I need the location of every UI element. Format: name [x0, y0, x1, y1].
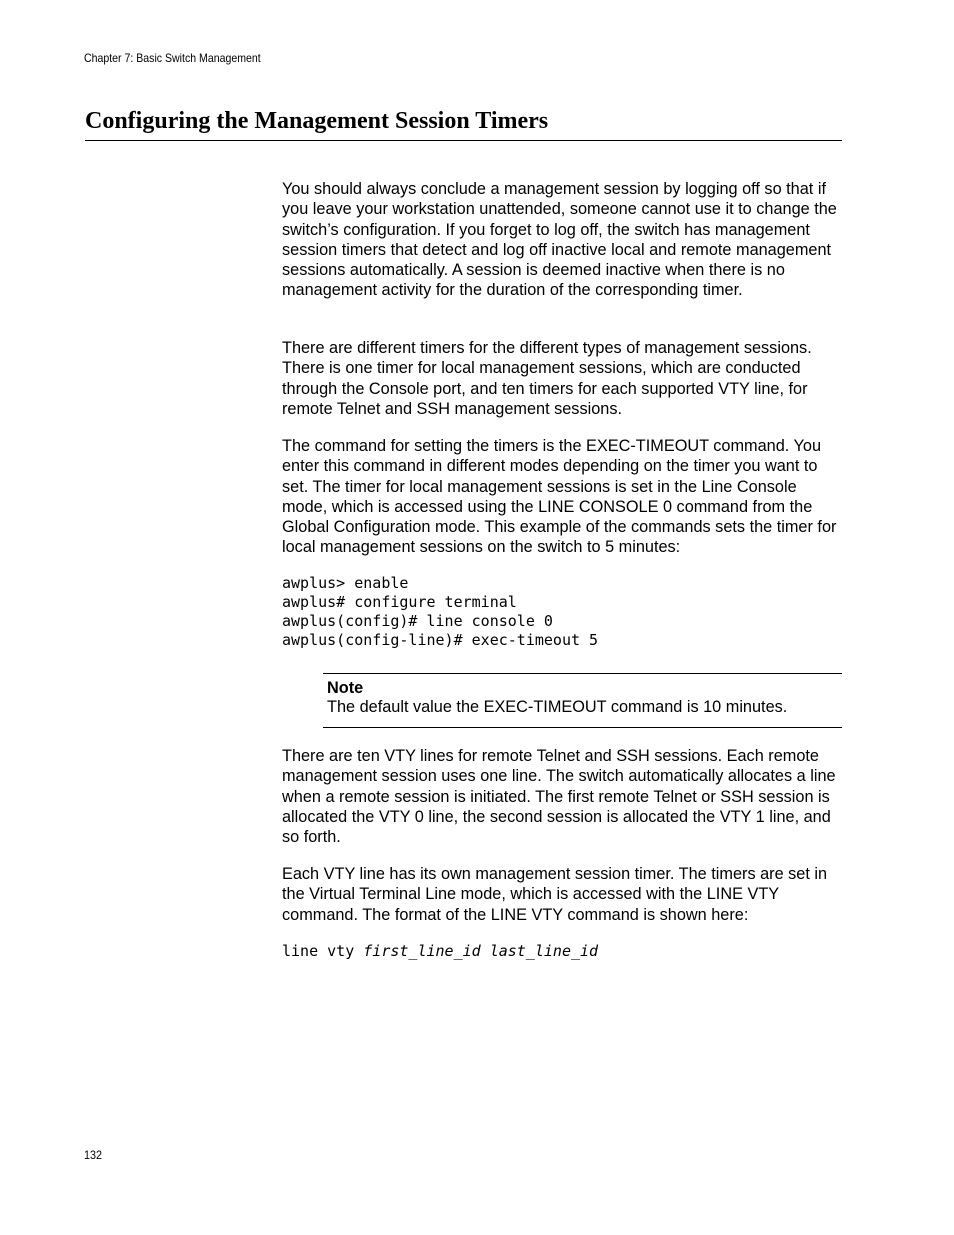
paragraph-exec-timeout: The command for setting the timers is the EXEC-TIMEOUT command. You enter this command in different modes depending on the timer you want to set. The timer for local management sessions is set in the Line Console mode, which is accessed using the LINE CONSOLE 0 command from the Global Configuration mode. This example of the commands sets the timer for local management sessions on the switch to 5 minutes:	[282, 437, 837, 557]
code-line: awplus(config-line)# exec-timeout 5	[282, 631, 599, 649]
note-box	[323, 673, 842, 728]
syntax-param-last-line-id: last_line_id	[489, 942, 599, 960]
note-text: The default value the EXEC-TIMEOUT command is 10 minutes.	[327, 698, 788, 716]
syntax-command: line vty	[282, 942, 364, 960]
paragraph-vty-timer: Each VTY line has its own management session timer. The timers are set in the Virtual Terminal Line mode, which is accessed with the LINE VTY command. The format of the LINE VTY command is shown here:	[282, 865, 828, 924]
syntax-param-first-line-id: first_line_id	[363, 942, 481, 960]
code-line: awplus# configure terminal	[282, 593, 517, 611]
page-number: 132	[84, 1148, 103, 1162]
code-example	[282, 574, 842, 650]
title-rule	[85, 140, 842, 141]
paragraph-intro: You should always conclude a management session by logging off so that if you leave your workstation unattended, someone cannot use it to change the switch’s configuration. If you forget to log off, the switch has management session timers that detect and log off inactive local and remote management sessions automatically. A session is deemed inactive when there is no management activity for the duration of the corresponding timer.	[282, 180, 837, 300]
code-line: awplus> enable	[282, 574, 409, 592]
code-line: awplus(config)# line console 0	[282, 612, 553, 630]
section-title: Configuring the Management Session Timers	[85, 108, 549, 134]
syntax-separator	[481, 942, 490, 960]
syntax-line	[282, 942, 842, 961]
running-header: Chapter 7: Basic Switch Management	[84, 51, 261, 65]
note-label: Note	[327, 679, 364, 697]
paragraph-timer-types: There are different timers for the different types of management sessions. There is one timer for local management sessions, which are conducted through the Console port, and ten timers for each supported VTY line, for remote Telnet and SSH management sessions.	[282, 339, 812, 418]
paragraph-vty-lines: There are ten VTY lines for remote Telnet and SSH sessions. Each remote management session uses one line. The switch automatically allocates a line when a remote session is initiated. The first remote Telnet or SSH session is allocated the VTY 0 line, the second session is allocated the VTY 1 line, and so forth.	[282, 747, 836, 847]
